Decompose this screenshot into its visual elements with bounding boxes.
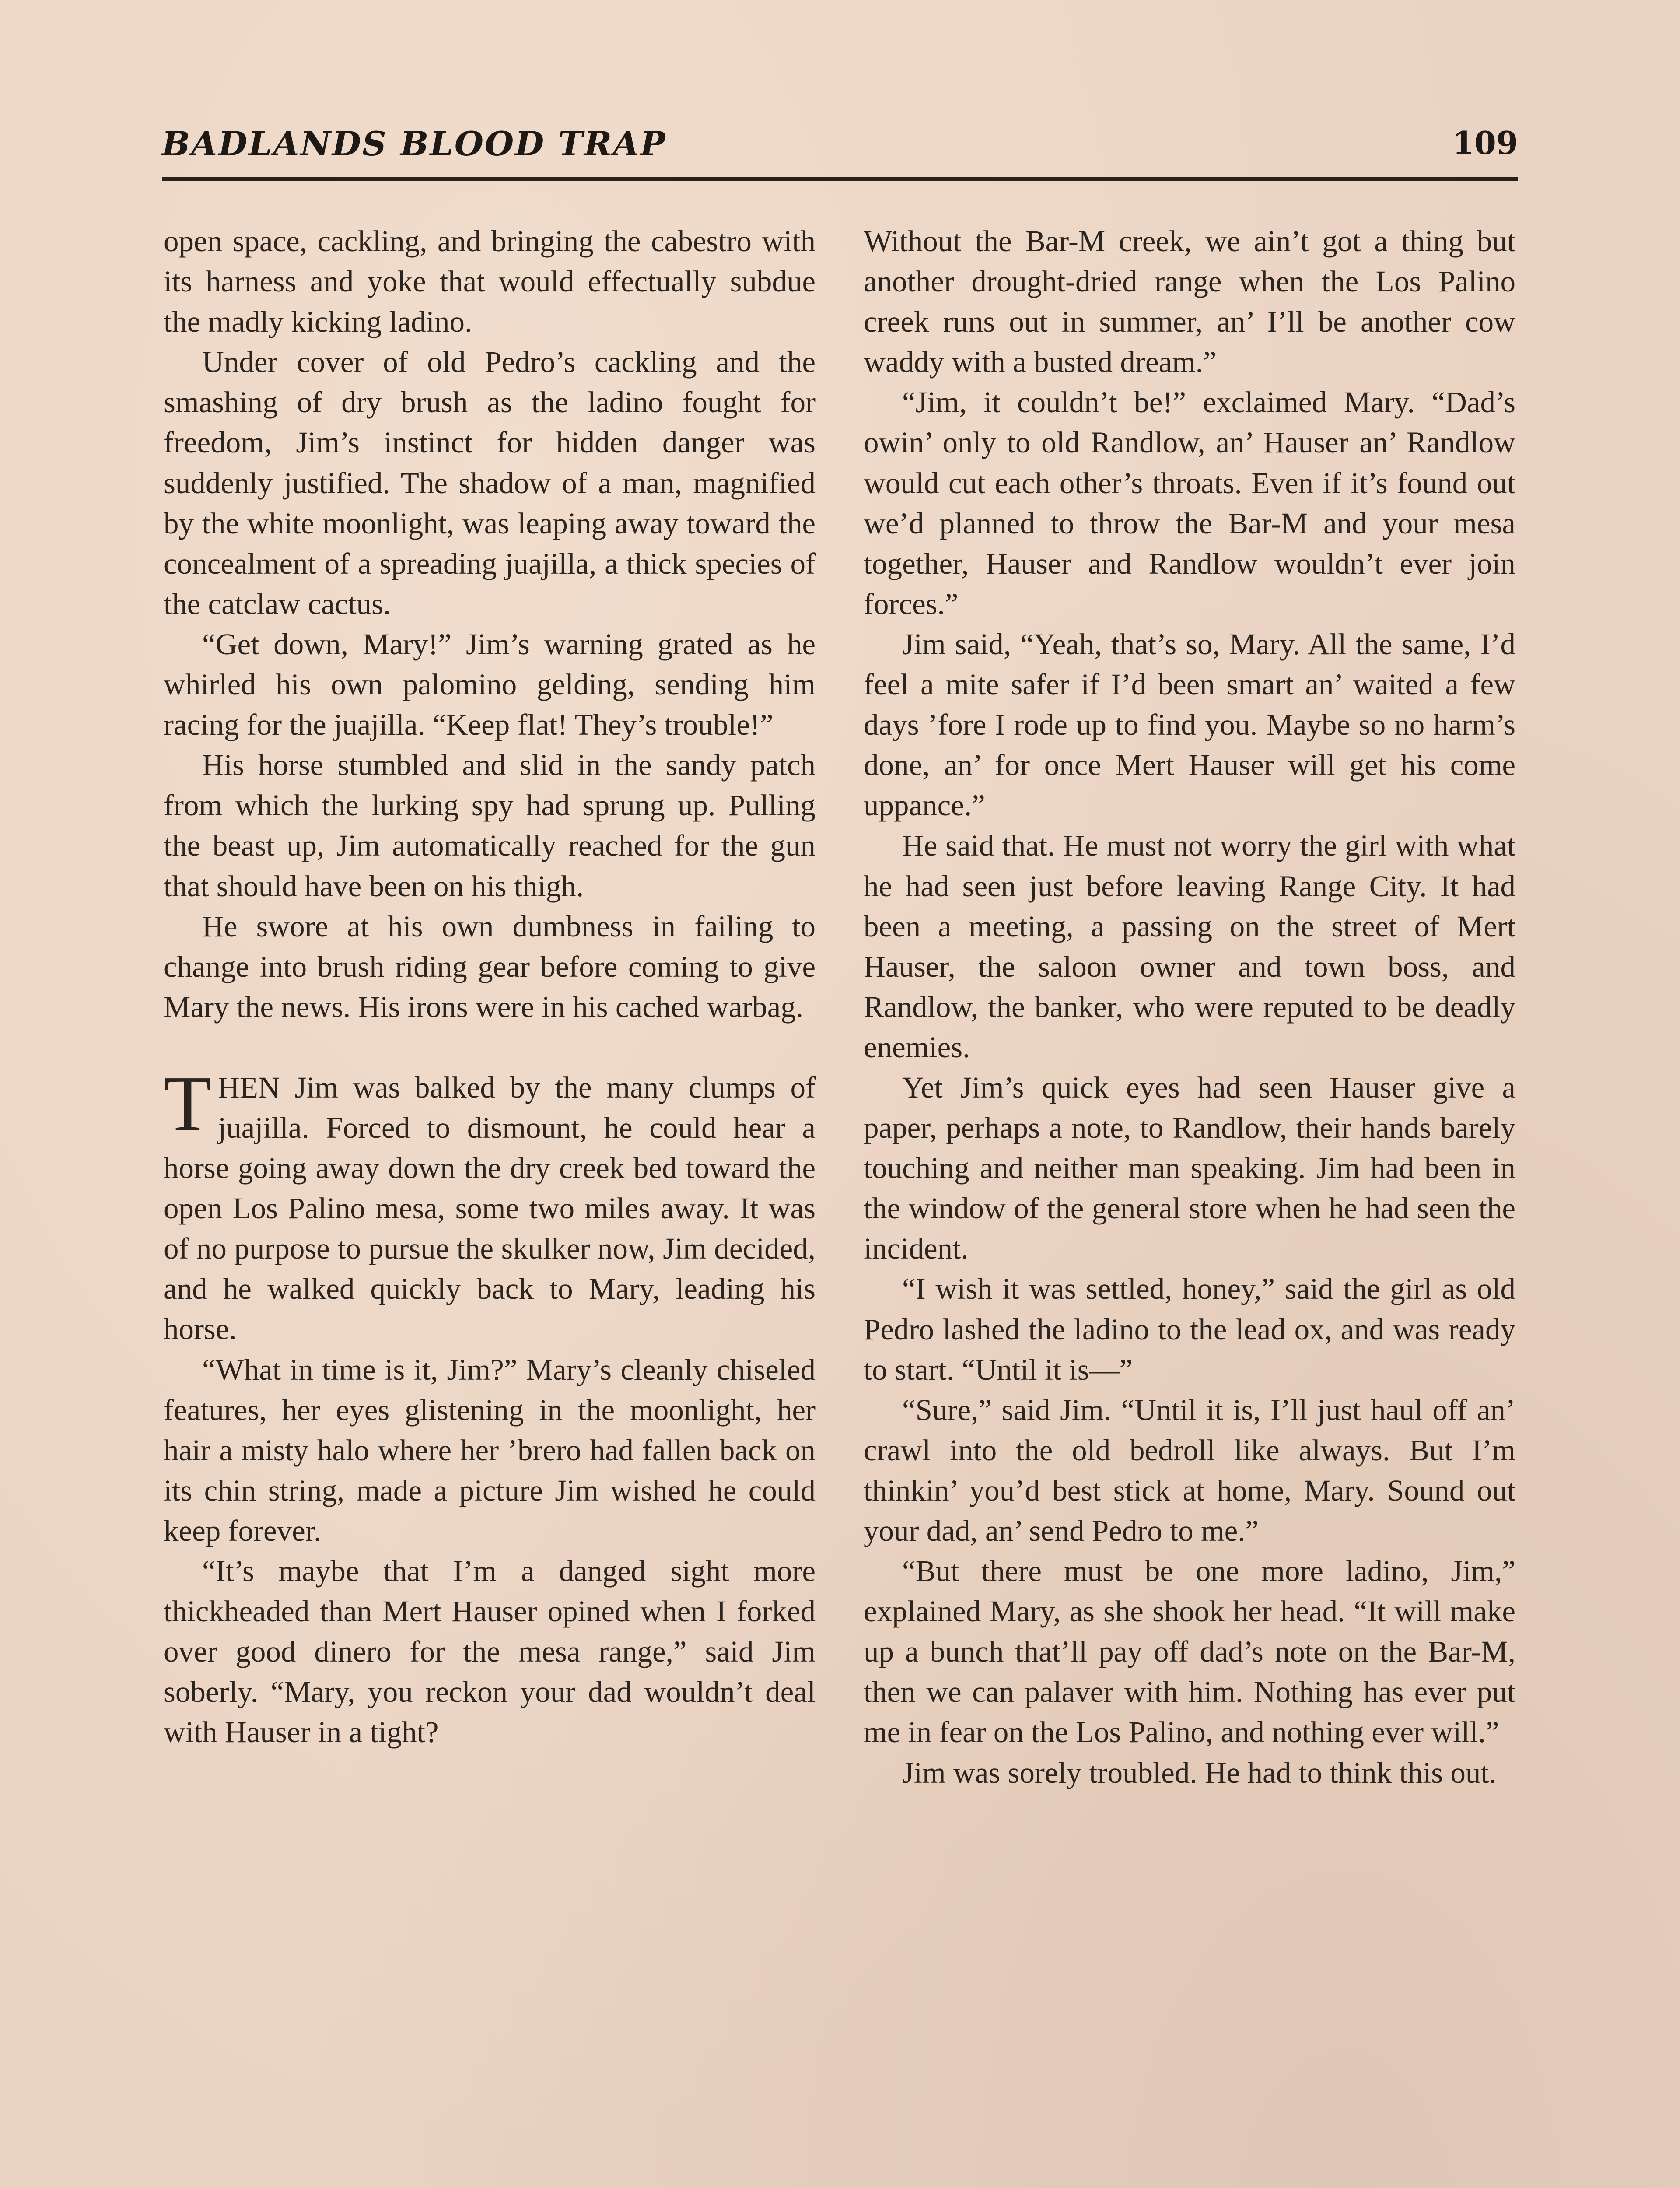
drop-cap: T bbox=[164, 1059, 212, 1147]
section-opening-text: HEN Jim was balked by the many clumps of juajilla. Forced to dismount, he could hear a horse going away down the dry creek bed toward the open Los Palino mesa, some two miles away. It was of no purpose to pursue the skulker now, Jim decided, and he walked quickly back to Mary, leading his horse. bbox=[164, 1070, 816, 1346]
section-opening-paragraph bbox=[164, 1059, 816, 1350]
paragraph: “I wish it was settled, honey,” said the girl as old Pedro lashed the ladino to the lead ox, and was ready to start. “Until it is—” bbox=[864, 1272, 1516, 1386]
running-title: BADLANDS BLOOD TRAP bbox=[162, 124, 667, 163]
left-column bbox=[164, 221, 816, 1752]
right-column bbox=[864, 221, 1516, 1793]
paragraph: He said that. He must not worry the girl with what he had seen just before leaving Range City. It had been a meeting, a passing on the street of Mert Hauser, the saloon owner and town boss, and Randlow, the banker, who were reputed to be deadly enemies. bbox=[864, 829, 1516, 1064]
running-header bbox=[162, 118, 1518, 171]
paragraph: His horse stumbled and slid in the sandy patch from which the lurking spy had sprung up. Pulling the beast up, Jim automatically reached for the gun that should have been on his thigh. bbox=[164, 748, 816, 903]
paragraph: Jim was sorely troubled. He had to think this out. bbox=[902, 1756, 1497, 1789]
paragraph: “Sure,” said Jim. “Until it is, I’ll just haul off an’ crawl into the old bedroll like always. But I’m thinkin’ you’d best stick at home, Mary. Sound out your dad, an’ send Pedro to me.” bbox=[864, 1393, 1516, 1547]
paragraph: Without the Bar-M creek, we ain’t got a thing but another drought-dried range when the Los Palino creek runs out in summer, an’ I’ll be another cow waddy with a busted dream.” bbox=[864, 224, 1516, 379]
paragraph: open space, cackling, and bringing the cabestro with its harness and yoke that would effectually subdue the madly kicking ladino. bbox=[164, 224, 816, 339]
paragraph: “It’s maybe that I’m a danged sight more thickheaded than Mert Hauser opined when I forked over good dinero for the mesa range,” said Jim soberly. “Mary, you reckon your dad wouldn’t deal with Hauser in a tight? bbox=[164, 1554, 816, 1749]
paragraph: He swore at his own dumbness in failing to change into brush riding gear before coming to give Mary the news. His irons were in his cached warbag. bbox=[164, 909, 816, 1024]
paragraph: “Jim, it couldn’t be!” exclaimed Mary. “Dad’s owin’ only to old Randlow, an’ Hauser an’ Randlow would cut each other’s throats. Even if it’s found out we’d planned to throw the Bar-M and your mesa together, Hauser and Randlow wouldn’t ever join forces.” bbox=[864, 386, 1516, 621]
header-rule bbox=[162, 177, 1518, 181]
paragraph: “What in time is it, Jim?” Mary’s cleanly chiseled features, her eyes glistening in the moonlight, her hair a misty halo where her ’brero had fallen back on its chin string, made a picture Jim wished he could keep forever. bbox=[164, 1353, 816, 1547]
page-number: 109 bbox=[1452, 124, 1518, 161]
paragraph: “Get down, Mary!” Jim’s warning grated as he whirled his own palomino gelding, sending him racing for the juajilla. “Keep flat! They’s trouble!” bbox=[164, 627, 816, 742]
paragraph: Yet Jim’s quick eyes had seen Hauser give a paper, perhaps a note, to Randlow, their hands barely touching and neither man speaking. Jim had been in the window of the general store when he had seen the incident. bbox=[864, 1070, 1516, 1266]
paragraph: “But there must be one more ladino, Jim,” explained Mary, as she shook her head. “It will make up a bunch that’ll pay off dad’s note on the Bar-M, then we can palaver with him. Nothing has ever put me in fear on the Los Palino, and nothing ever will.” bbox=[864, 1554, 1516, 1749]
paragraph: Jim said, “Yeah, that’s so, Mary. All the same, I’d feel a mite safer if I’d been smart an’ waited a few days ’fore I rode up to find you. Maybe so no harm’s done, an’ for once Mert Hauser will get his come uppance.” bbox=[864, 627, 1516, 822]
paragraph: Under cover of old Pedro’s cackling and the smashing of dry brush as the ladino fought for freedom, Jim’s instinct for hidden danger was suddenly justified. The shadow of a man, magnified by the white moonlight, was leaping away toward the concealment of a spreading juajilla, a thick species of the catclaw cactus. bbox=[164, 345, 816, 621]
